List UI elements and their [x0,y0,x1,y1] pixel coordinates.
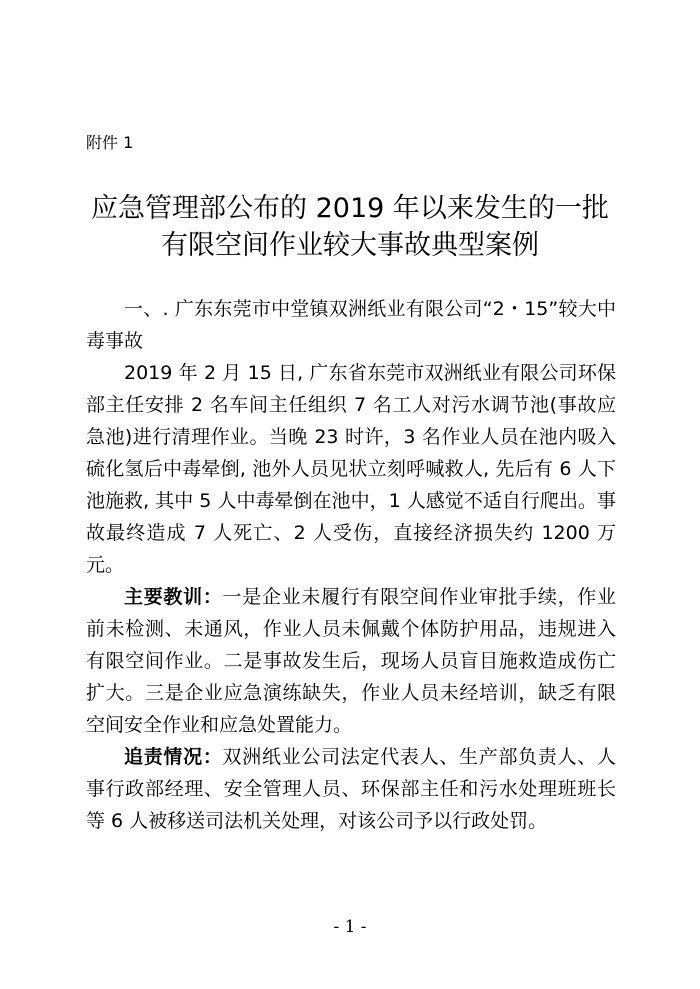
document-title [0,190,700,264]
page-number: - 1 - [333,917,367,937]
accountability-heading: 追责情况： [124,746,223,768]
lessons-paragraph [86,581,616,741]
lessons-heading: 主要教训： [124,586,223,608]
lessons-text: 一是企业未履行有限空间作业审批手续，作业前未检测、未通风，作业人员未佩戴个体防护用品，违规进入有限空间作业。二是事故发生后，现场人员盲目施救造成伤亡扩大。三是企业应急演练缺失，作业人员未经培训，缺乏有限空间安全作业和应急处置能力。 [86,586,616,736]
case-description: 2019 年 2 月 15 日, 广东省东莞市双洲纸业有限公司环保部主任安排 2 名车间主任组织 7 名工人对污水调节池(事故应急池)进行清理作业。当晚 23 时许，3 名作业人员在池内吸入硫化氢后中毒晕倒, 池外人员见状立刻呼喊救人, 先后有 6 人下池施救, 其中 5 人中毒晕倒在池中，1 人感觉不适自行爬出。事故最终造成 7 人死亡、2 人受伤，直接经济损失约 1200 万元。 [86,362,616,576]
accountability-text: 双洲纸业公司法定代表人、生产部负责人、人事行政部经理、安全管理人员、环保部主任和污水处理班班长等 6 人被移送司法机关处理，对该公司予以行政处罚。 [86,746,616,832]
accountability-paragraph [86,741,616,837]
attachment-label: 附件 1 [86,133,134,152]
title-line-1: 应急管理部公布的 2019 年以来发生的一批 [91,193,609,224]
case-heading: 一、. 广东东莞市中堂镇双洲纸业有限公司“2・15”较大中毒事故 [86,298,616,352]
document-body [86,293,616,837]
title-line-2: 有限空间作业较大事故典型案例 [161,230,539,261]
